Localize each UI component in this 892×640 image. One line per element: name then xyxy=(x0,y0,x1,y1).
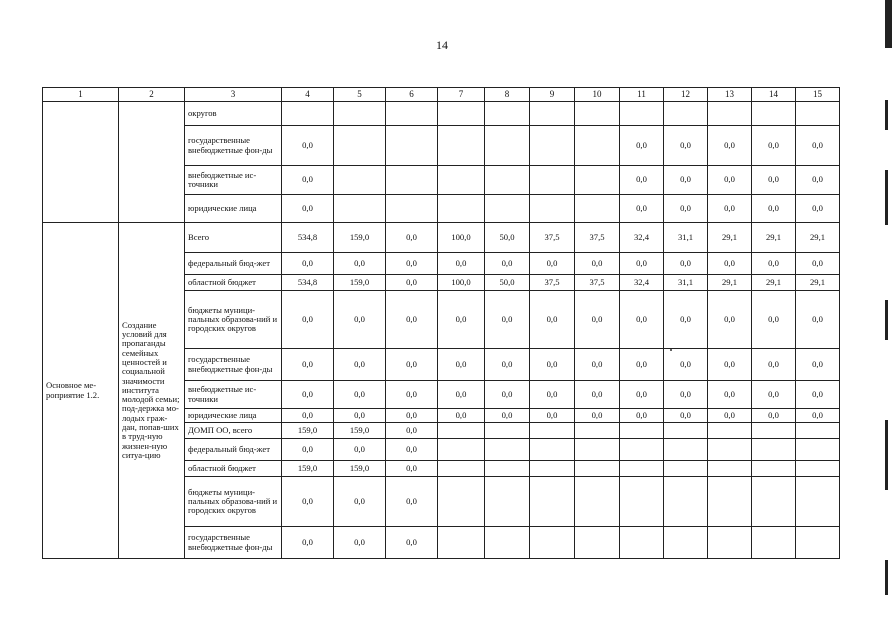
value-cell: 37,5 xyxy=(530,223,575,253)
header-cell: 12 xyxy=(664,88,708,102)
page-number: 14 xyxy=(436,38,448,52)
value-cell: 0,0 xyxy=(575,409,620,423)
value-cell xyxy=(438,439,485,461)
value-cell: 0,0 xyxy=(438,253,485,275)
scan-edge-mark xyxy=(885,170,888,225)
value-cell: 0,0 xyxy=(334,439,386,461)
value-cell: 0,0 xyxy=(708,126,752,166)
value-cell: 0,0 xyxy=(752,409,796,423)
value-cell xyxy=(530,439,575,461)
value-cell: 0,0 xyxy=(334,409,386,423)
value-cell: 0,0 xyxy=(386,423,438,439)
value-cell xyxy=(485,527,530,559)
value-cell xyxy=(438,477,485,527)
value-cell: 0,0 xyxy=(282,166,334,195)
value-cell: 159,0 xyxy=(282,423,334,439)
value-cell xyxy=(620,102,664,126)
value-cell xyxy=(664,461,708,477)
value-cell: 0,0 xyxy=(575,291,620,349)
value-cell: 0,0 xyxy=(334,477,386,527)
value-cell xyxy=(575,527,620,559)
value-cell: 0,0 xyxy=(796,195,840,223)
value-cell: 0,0 xyxy=(664,166,708,195)
value-cell xyxy=(575,126,620,166)
source-label: бюджеты муници-пальных образова-ний и городских округов xyxy=(185,291,282,349)
value-cell: 0,0 xyxy=(620,291,664,349)
value-cell: 29,1 xyxy=(708,223,752,253)
value-cell: 0,0 xyxy=(334,381,386,409)
value-cell xyxy=(575,102,620,126)
value-cell: 0,0 xyxy=(620,126,664,166)
value-cell: 0,0 xyxy=(664,349,708,381)
value-cell: 0,0 xyxy=(386,409,438,423)
value-cell: 0,0 xyxy=(620,349,664,381)
value-cell: 0,0 xyxy=(708,291,752,349)
scan-edge-mark xyxy=(885,420,888,490)
header-cell: 8 xyxy=(485,88,530,102)
header-cell: 15 xyxy=(796,88,840,102)
value-cell xyxy=(386,126,438,166)
value-cell: 29,1 xyxy=(708,275,752,291)
value-cell xyxy=(485,423,530,439)
header-cell: 13 xyxy=(708,88,752,102)
value-cell: 159,0 xyxy=(334,223,386,253)
value-cell xyxy=(620,439,664,461)
value-cell: 0,0 xyxy=(796,409,840,423)
value-cell: 0,0 xyxy=(438,349,485,381)
source-label: юридические лица xyxy=(185,409,282,423)
value-cell xyxy=(664,439,708,461)
source-label: внебюджетные ис-точники xyxy=(185,166,282,195)
value-cell xyxy=(575,439,620,461)
value-cell xyxy=(575,166,620,195)
value-cell xyxy=(334,126,386,166)
value-cell: 0,0 xyxy=(282,409,334,423)
value-cell xyxy=(485,166,530,195)
value-cell: 0,0 xyxy=(664,253,708,275)
value-cell: 0,0 xyxy=(282,349,334,381)
value-cell: 0,0 xyxy=(708,166,752,195)
value-cell: 0,0 xyxy=(530,291,575,349)
value-cell: 0,0 xyxy=(386,461,438,477)
value-cell xyxy=(485,126,530,166)
value-cell xyxy=(708,461,752,477)
value-cell xyxy=(575,477,620,527)
value-cell: 29,1 xyxy=(796,275,840,291)
value-cell xyxy=(796,527,840,559)
value-cell: 0,0 xyxy=(386,527,438,559)
value-cell xyxy=(708,439,752,461)
source-label: округов xyxy=(185,102,282,126)
value-cell xyxy=(485,439,530,461)
value-cell: 0,0 xyxy=(386,291,438,349)
header-cell: 5 xyxy=(334,88,386,102)
value-cell: 0,0 xyxy=(620,381,664,409)
source-label: Всего xyxy=(185,223,282,253)
value-cell: 50,0 xyxy=(485,275,530,291)
header-cell: 9 xyxy=(530,88,575,102)
scan-edge-mark xyxy=(885,300,888,340)
header-cell: 7 xyxy=(438,88,485,102)
value-cell xyxy=(796,439,840,461)
value-cell: 0,0 xyxy=(752,349,796,381)
value-cell: 0,0 xyxy=(752,253,796,275)
value-cell: 534,8 xyxy=(282,275,334,291)
value-cell: 0,0 xyxy=(282,253,334,275)
value-cell: 0,0 xyxy=(438,291,485,349)
value-cell xyxy=(575,423,620,439)
scan-edge xyxy=(885,0,892,48)
value-cell: 0,0 xyxy=(386,381,438,409)
funding-table xyxy=(42,87,840,559)
cont-col1-cell xyxy=(43,102,119,223)
value-cell: 0,0 xyxy=(620,253,664,275)
value-cell: 0,0 xyxy=(664,195,708,223)
source-label: государственные внебюджетные фон-ды xyxy=(185,349,282,381)
value-cell: 0,0 xyxy=(708,253,752,275)
source-label: областной бюджет xyxy=(185,461,282,477)
value-cell xyxy=(530,126,575,166)
value-cell xyxy=(752,527,796,559)
value-cell xyxy=(708,477,752,527)
source-label: федеральный бюд-жет xyxy=(185,439,282,461)
value-cell: 0,0 xyxy=(334,349,386,381)
measure-number: Основное ме-роприятие 1.2. xyxy=(43,223,119,559)
value-cell xyxy=(485,461,530,477)
value-cell xyxy=(620,477,664,527)
value-cell: 0,0 xyxy=(386,223,438,253)
header-row xyxy=(43,88,840,102)
value-cell xyxy=(620,461,664,477)
value-cell xyxy=(485,102,530,126)
value-cell: 0,0 xyxy=(796,126,840,166)
value-cell: 0,0 xyxy=(620,195,664,223)
value-cell: 29,1 xyxy=(752,223,796,253)
value-cell: 0,0 xyxy=(752,381,796,409)
table-row xyxy=(43,223,840,253)
value-cell xyxy=(438,461,485,477)
value-cell xyxy=(438,195,485,223)
header-cell: 14 xyxy=(752,88,796,102)
header-cell: 10 xyxy=(575,88,620,102)
value-cell xyxy=(530,527,575,559)
value-cell: 0,0 xyxy=(282,291,334,349)
value-cell: 0,0 xyxy=(664,409,708,423)
table-row xyxy=(43,102,840,126)
value-cell: 0,0 xyxy=(282,477,334,527)
value-cell: 0,0 xyxy=(282,381,334,409)
value-cell: 0,0 xyxy=(282,439,334,461)
value-cell xyxy=(575,195,620,223)
value-cell: 0,0 xyxy=(752,195,796,223)
value-cell: 0,0 xyxy=(282,527,334,559)
source-label: юридические лица xyxy=(185,195,282,223)
header-cell: 4 xyxy=(282,88,334,102)
value-cell: 0,0 xyxy=(386,275,438,291)
header-cell: 2 xyxy=(119,88,185,102)
value-cell: 0,0 xyxy=(575,349,620,381)
value-cell: 37,5 xyxy=(530,275,575,291)
value-cell xyxy=(796,477,840,527)
value-cell xyxy=(438,527,485,559)
value-cell: 0,0 xyxy=(530,349,575,381)
value-cell xyxy=(752,439,796,461)
value-cell xyxy=(438,166,485,195)
value-cell: 0,0 xyxy=(708,381,752,409)
value-cell: 32,4 xyxy=(620,275,664,291)
value-cell: 0,0 xyxy=(752,166,796,195)
value-cell: 32,4 xyxy=(620,223,664,253)
value-cell: 159,0 xyxy=(282,461,334,477)
value-cell xyxy=(796,102,840,126)
value-cell: 0,0 xyxy=(334,527,386,559)
value-cell: 0,0 xyxy=(530,381,575,409)
value-cell: 0,0 xyxy=(334,253,386,275)
value-cell: 0,0 xyxy=(386,477,438,527)
value-cell xyxy=(620,423,664,439)
value-cell xyxy=(334,166,386,195)
value-cell: 0,0 xyxy=(530,409,575,423)
value-cell: 0,0 xyxy=(620,166,664,195)
value-cell: 0,0 xyxy=(796,253,840,275)
source-label: государственные внебюджетные фон-ды xyxy=(185,126,282,166)
source-label: федеральный бюд-жет xyxy=(185,253,282,275)
value-cell: 50,0 xyxy=(485,223,530,253)
value-cell xyxy=(664,477,708,527)
value-cell xyxy=(708,527,752,559)
value-cell xyxy=(796,423,840,439)
value-cell: 0,0 xyxy=(664,291,708,349)
value-cell xyxy=(386,195,438,223)
value-cell xyxy=(752,102,796,126)
value-cell xyxy=(530,423,575,439)
value-cell: 0,0 xyxy=(282,126,334,166)
value-cell xyxy=(530,166,575,195)
value-cell: 31,1 xyxy=(664,275,708,291)
value-cell: 0,0 xyxy=(708,409,752,423)
value-cell: 534,8 xyxy=(282,223,334,253)
value-cell: 0,0 xyxy=(664,381,708,409)
source-label: областной бюджет xyxy=(185,275,282,291)
value-cell xyxy=(530,477,575,527)
value-cell xyxy=(752,477,796,527)
value-cell: 0,0 xyxy=(708,195,752,223)
value-cell xyxy=(664,527,708,559)
value-cell: 0,0 xyxy=(485,349,530,381)
value-cell xyxy=(530,461,575,477)
value-cell: 0,0 xyxy=(438,409,485,423)
source-label: бюджеты муници-пальных образова-ний и городских округов xyxy=(185,477,282,527)
value-cell xyxy=(386,166,438,195)
source-label: ДОМП ОО, всего xyxy=(185,423,282,439)
value-cell: 0,0 xyxy=(796,349,840,381)
value-cell xyxy=(438,423,485,439)
value-cell: 0,0 xyxy=(620,409,664,423)
value-cell: 0,0 xyxy=(752,126,796,166)
value-cell: 0,0 xyxy=(282,195,334,223)
value-cell xyxy=(664,102,708,126)
header-cell: 3 xyxy=(185,88,282,102)
value-cell xyxy=(438,102,485,126)
header-cell: 6 xyxy=(386,88,438,102)
value-cell xyxy=(752,461,796,477)
value-cell xyxy=(796,461,840,477)
value-cell xyxy=(282,102,334,126)
scan-edge-mark xyxy=(885,100,888,130)
value-cell xyxy=(438,126,485,166)
value-cell: 37,5 xyxy=(575,223,620,253)
scan-speck xyxy=(670,349,672,351)
value-cell: 0,0 xyxy=(485,409,530,423)
value-cell xyxy=(708,423,752,439)
value-cell xyxy=(530,102,575,126)
value-cell: 0,0 xyxy=(386,253,438,275)
value-cell: 159,0 xyxy=(334,461,386,477)
value-cell xyxy=(664,423,708,439)
value-cell: 0,0 xyxy=(386,349,438,381)
value-cell: 159,0 xyxy=(334,275,386,291)
value-cell xyxy=(530,195,575,223)
value-cell: 0,0 xyxy=(664,126,708,166)
source-label: внебюджетные ис-точники xyxy=(185,381,282,409)
header-cell: 1 xyxy=(43,88,119,102)
value-cell xyxy=(620,527,664,559)
cont-col2-cell xyxy=(119,102,185,223)
measure-description: Создание условий для пропаганды семейных ценностей и социальной значимости института молодой семьи; под-держка мо-лодых граж-дан, попав-ших в труд-ную жизнен-ную ситуа-цию xyxy=(119,223,185,559)
value-cell: 100,0 xyxy=(438,275,485,291)
value-cell: 0,0 xyxy=(796,291,840,349)
value-cell: 0,0 xyxy=(485,381,530,409)
value-cell xyxy=(485,195,530,223)
value-cell: 0,0 xyxy=(485,253,530,275)
value-cell: 0,0 xyxy=(796,166,840,195)
value-cell: 0,0 xyxy=(530,253,575,275)
value-cell: 0,0 xyxy=(752,291,796,349)
value-cell: 0,0 xyxy=(334,291,386,349)
value-cell xyxy=(708,102,752,126)
source-label: государственные внебюджетные фон-ды xyxy=(185,527,282,559)
scan-edge-mark xyxy=(885,560,888,595)
value-cell: 29,1 xyxy=(752,275,796,291)
value-cell: 0,0 xyxy=(575,253,620,275)
value-cell: 29,1 xyxy=(796,223,840,253)
value-cell: 0,0 xyxy=(438,381,485,409)
header-cell: 11 xyxy=(620,88,664,102)
value-cell xyxy=(334,195,386,223)
value-cell: 0,0 xyxy=(575,381,620,409)
value-cell xyxy=(575,461,620,477)
value-cell: 0,0 xyxy=(386,439,438,461)
value-cell: 0,0 xyxy=(796,381,840,409)
value-cell xyxy=(752,423,796,439)
value-cell: 159,0 xyxy=(334,423,386,439)
value-cell xyxy=(386,102,438,126)
value-cell: 31,1 xyxy=(664,223,708,253)
value-cell: 0,0 xyxy=(485,291,530,349)
value-cell xyxy=(334,102,386,126)
value-cell: 100,0 xyxy=(438,223,485,253)
value-cell: 0,0 xyxy=(708,349,752,381)
value-cell: 37,5 xyxy=(575,275,620,291)
value-cell xyxy=(485,477,530,527)
